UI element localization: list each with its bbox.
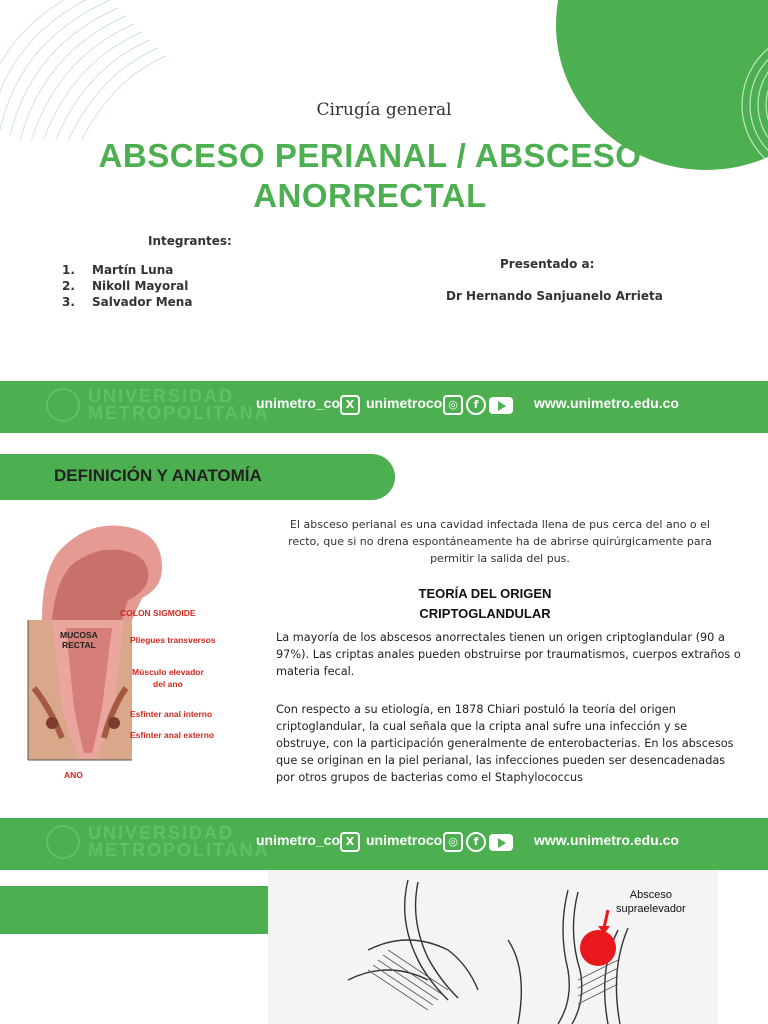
anatomy-figure [22, 508, 262, 788]
anatomy-label: Pliegues transversos [130, 635, 216, 645]
list-item [62, 279, 192, 295]
section-tab [0, 886, 268, 934]
rectum-illustration [22, 508, 262, 788]
instagram-icon[interactable]: ◎ [443, 395, 463, 415]
university-logo [46, 825, 270, 859]
figure-label: Absceso supraelevador [616, 889, 686, 915]
intro-text: El absceso perianal es una cavidad infectada llena de pus cerca del ano o el recto, que si no drena espontáneamente ha de abrirse quirúrgicamente para permitir la salida del pus. [288, 518, 712, 565]
university-banner [0, 818, 768, 870]
presented-label: Presentado a: [500, 257, 595, 271]
anatomy-label: Músculo elevador del ano [132, 667, 204, 689]
website-link[interactable]: www.unimetro.edu.co [534, 395, 679, 411]
presented-name: Dr Hernando Sanjuanelo Arrieta [446, 289, 663, 303]
crest-icon [46, 388, 80, 422]
anatomy-label: ANO [64, 770, 83, 780]
anatomy-label: Esfínter anal interno [130, 709, 213, 719]
crest-icon [46, 825, 80, 859]
social-handle[interactable]: unimetroco [366, 832, 443, 848]
university-logo [46, 388, 270, 422]
list-number: 1. [62, 263, 75, 277]
page-subtitle: Cirugía general [316, 100, 452, 120]
list-number: 2. [62, 279, 75, 293]
social-handle[interactable]: unimetroco [366, 395, 443, 411]
members-label: Integrantes: [148, 234, 232, 248]
social-handle[interactable]: unimetro_co [256, 395, 341, 411]
anatomy-label: MUCOSA RECTAL [60, 630, 98, 650]
anatomy-label: COLON SIGMOIDE [120, 608, 196, 618]
section-title: DEFINICIÓN Y ANATOMÍA [54, 466, 262, 485]
social-handle[interactable]: unimetro_co [256, 832, 341, 848]
page-title: ABSCESO PERIANAL / ABSCESO ANORRECTAL [98, 137, 642, 214]
member-name: Salvador Mena [92, 295, 193, 309]
list-item [62, 263, 192, 279]
facebook-icon[interactable]: f [466, 832, 486, 852]
list-number: 3. [62, 295, 75, 309]
member-name: Nikoll Mayoral [92, 279, 189, 293]
youtube-icon[interactable] [489, 397, 513, 414]
university-name: UNIVERSIDAD METROPOLITANA [88, 386, 270, 423]
members-list [62, 263, 192, 311]
x-icon[interactable]: X [340, 395, 360, 415]
website-link[interactable]: www.unimetro.edu.co [534, 832, 679, 848]
youtube-icon[interactable] [489, 834, 513, 851]
subsection-title: TEORÍA DEL ORIGEN CRIPTOGLANDULAR [418, 586, 552, 621]
instagram-icon[interactable]: ◎ [443, 832, 463, 852]
anatomy-label: Esfínter anal externo [130, 730, 215, 740]
facebook-icon[interactable]: f [466, 395, 486, 415]
abscess-figure [268, 870, 718, 1024]
paragraph: Con respecto a su etiología, en 1878 Chiari postuló la teoría del origen criptoglandular, la cual señala que la cripta anal sufre una infección y se obstruye, con la participación generalmente de enterobacterias. En los abscesos que se originan en la piel perianal, las infecciones pueden ser desencadenadas por otros grupos de bacterias como el Staphylococcus [276, 703, 734, 784]
university-name: UNIVERSIDAD METROPOLITANA [88, 823, 270, 860]
member-name: Martín Luna [92, 263, 174, 277]
list-item [62, 295, 192, 311]
paragraph: La mayoría de los abscesos anorrectales tienen un origen criptoglandular (90 a 97%). Las criptas anales pueden obstruirse por traumatismos, cuerpos extraños o materia fecal. [276, 631, 741, 678]
x-icon[interactable]: X [340, 832, 360, 852]
university-banner [0, 381, 768, 433]
